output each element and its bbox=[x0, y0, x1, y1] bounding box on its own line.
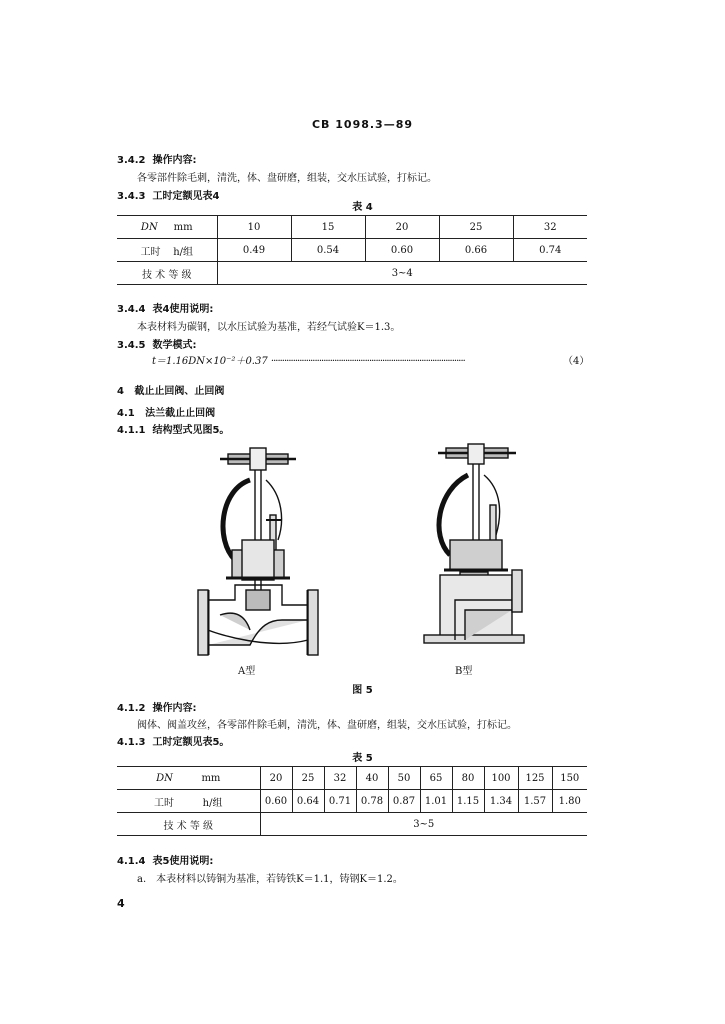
table4 bbox=[117, 216, 587, 285]
table4-size: 25 bbox=[439, 216, 513, 239]
table4-time: 0.66 bbox=[439, 239, 513, 262]
equation-number: （4） bbox=[560, 352, 589, 367]
table5-dn-row bbox=[117, 767, 587, 790]
table5-size: 100 bbox=[484, 767, 518, 790]
figure5-label-a: A型 bbox=[238, 666, 256, 677]
table4-time: 0.49 bbox=[217, 239, 291, 262]
table5-time-header bbox=[117, 790, 260, 813]
table5-time: 1.57 bbox=[518, 790, 552, 813]
table5-size: 80 bbox=[452, 767, 484, 790]
formula: t＝1.16DN×10⁻²＋0.37 bbox=[152, 356, 268, 367]
table4-grade-row bbox=[117, 262, 587, 285]
dn-label: DN bbox=[156, 772, 173, 784]
section-number: 4.1.2 bbox=[117, 703, 146, 714]
figure5-caption: 图 5 bbox=[352, 685, 373, 696]
table5-size: 40 bbox=[356, 767, 388, 790]
section-title: 结构型式见图5。 bbox=[152, 425, 230, 436]
page-number: 4 bbox=[117, 897, 125, 910]
section-title: 操作内容: bbox=[152, 155, 197, 166]
table5-time: 1.80 bbox=[552, 790, 587, 813]
section-3-4-4-heading bbox=[117, 300, 213, 315]
section-number: 3.4.5 bbox=[117, 340, 146, 351]
section-title: 数学模式: bbox=[152, 340, 197, 351]
table4-time-row bbox=[117, 239, 587, 262]
section-4-1-heading bbox=[117, 404, 215, 419]
valve-type-b-drawing bbox=[424, 444, 524, 643]
leader-dots: ························································································· bbox=[270, 356, 465, 367]
table5-time: 1.34 bbox=[484, 790, 518, 813]
figure5-label-b: B型 bbox=[455, 666, 473, 677]
table4-dn-row bbox=[117, 216, 587, 239]
table5-size: 25 bbox=[292, 767, 324, 790]
section-4-1-2-heading bbox=[117, 699, 196, 714]
table5-dn-header bbox=[117, 767, 260, 790]
table5-grade-header: 技 术 等 级 bbox=[117, 813, 260, 836]
section-title: 截止止回阀、止回阀 bbox=[134, 386, 225, 397]
table4-time-header bbox=[117, 239, 217, 262]
table5-size: 50 bbox=[388, 767, 420, 790]
section-title: 工时定额见表5。 bbox=[152, 737, 230, 748]
table5-time-row bbox=[117, 790, 587, 813]
table4-grade: 3~4 bbox=[217, 262, 587, 285]
section-3-4-5-heading bbox=[117, 336, 196, 351]
section-title: 表4使用说明: bbox=[152, 304, 214, 315]
table4-size: 20 bbox=[365, 216, 439, 239]
table4-dn-header bbox=[117, 216, 217, 239]
table5-time: 0.78 bbox=[356, 790, 388, 813]
dn-unit: mm bbox=[173, 221, 193, 233]
table4-time: 0.60 bbox=[365, 239, 439, 262]
section-number: 4 bbox=[117, 386, 124, 397]
table4-size: 32 bbox=[513, 216, 587, 239]
section-title: 表5使用说明: bbox=[152, 856, 214, 867]
section-4-1-1-heading bbox=[117, 421, 229, 436]
section-3-4-2-heading bbox=[117, 151, 196, 166]
section-number: 4.1.4 bbox=[117, 856, 146, 867]
time-unit: h/组 bbox=[173, 246, 194, 258]
section-4-1-4-heading bbox=[117, 852, 213, 867]
table5-time: 0.71 bbox=[324, 790, 356, 813]
time-unit: h/组 bbox=[202, 797, 223, 809]
section-number: 4.1.1 bbox=[117, 425, 146, 436]
formula-line bbox=[152, 352, 587, 367]
table5-grade: 3~5 bbox=[260, 813, 587, 836]
section-3-4-4-text: 本表材料为碳钢，以水压试验为基准，若经气试验K＝1.3。 bbox=[137, 322, 401, 333]
table5-size: 32 bbox=[324, 767, 356, 790]
table5 bbox=[117, 767, 587, 836]
section-4-heading bbox=[117, 382, 224, 397]
table5-size: 65 bbox=[420, 767, 452, 790]
section-number: 4.1 bbox=[117, 408, 135, 419]
valve-type-a-drawing bbox=[198, 448, 318, 655]
document-code: CB 1098.3—89 bbox=[311, 118, 414, 131]
table4-grade-header: 技 术 等 级 bbox=[117, 262, 217, 285]
section-4-1-2-text: 阀体、阀盖攻丝，各零部件除毛刺，清洗，体、盘研磨，组装，交水压试验，打标记。 bbox=[137, 720, 517, 731]
section-4-1-4-text: a. 本表材料以铸铜为基准，若铸铁K＝1.1，铸钢K＝1.2。 bbox=[137, 874, 403, 885]
section-number: 3.4.2 bbox=[117, 155, 146, 166]
time-label: 工时 bbox=[140, 246, 161, 258]
table5-caption: 表 5 bbox=[352, 753, 373, 764]
dn-unit: mm bbox=[201, 772, 221, 784]
table4-caption: 表 4 bbox=[352, 202, 373, 213]
table5-size: 150 bbox=[552, 767, 587, 790]
figure5-drawings bbox=[190, 440, 540, 690]
table4-size: 15 bbox=[291, 216, 365, 239]
section-4-1-3-heading bbox=[117, 733, 229, 748]
section-title: 工时定额见表4 bbox=[152, 191, 220, 202]
section-number: 3.4.3 bbox=[117, 191, 146, 202]
table4-time: 0.54 bbox=[291, 239, 365, 262]
table5-time: 0.60 bbox=[260, 790, 292, 813]
table5-time: 0.87 bbox=[388, 790, 420, 813]
dn-label: DN bbox=[140, 221, 158, 233]
table5-time: 1.15 bbox=[452, 790, 484, 813]
section-title: 操作内容: bbox=[152, 703, 197, 714]
section-number: 3.4.4 bbox=[117, 304, 146, 315]
table4-size: 10 bbox=[217, 216, 291, 239]
table5-size: 20 bbox=[260, 767, 292, 790]
section-number: 4.1.3 bbox=[117, 737, 146, 748]
table5-grade-row bbox=[117, 813, 587, 836]
table5-size: 125 bbox=[518, 767, 552, 790]
table5-time: 0.64 bbox=[292, 790, 324, 813]
table4-time: 0.74 bbox=[513, 239, 587, 262]
section-title: 法兰截止止回阀 bbox=[145, 408, 216, 419]
table5-time: 1.01 bbox=[420, 790, 452, 813]
time-label: 工时 bbox=[154, 797, 175, 809]
section-3-4-2-text: 各零部件除毛刺，清洗，体、盘研磨，组装，交水压试验，打标记。 bbox=[137, 173, 437, 184]
